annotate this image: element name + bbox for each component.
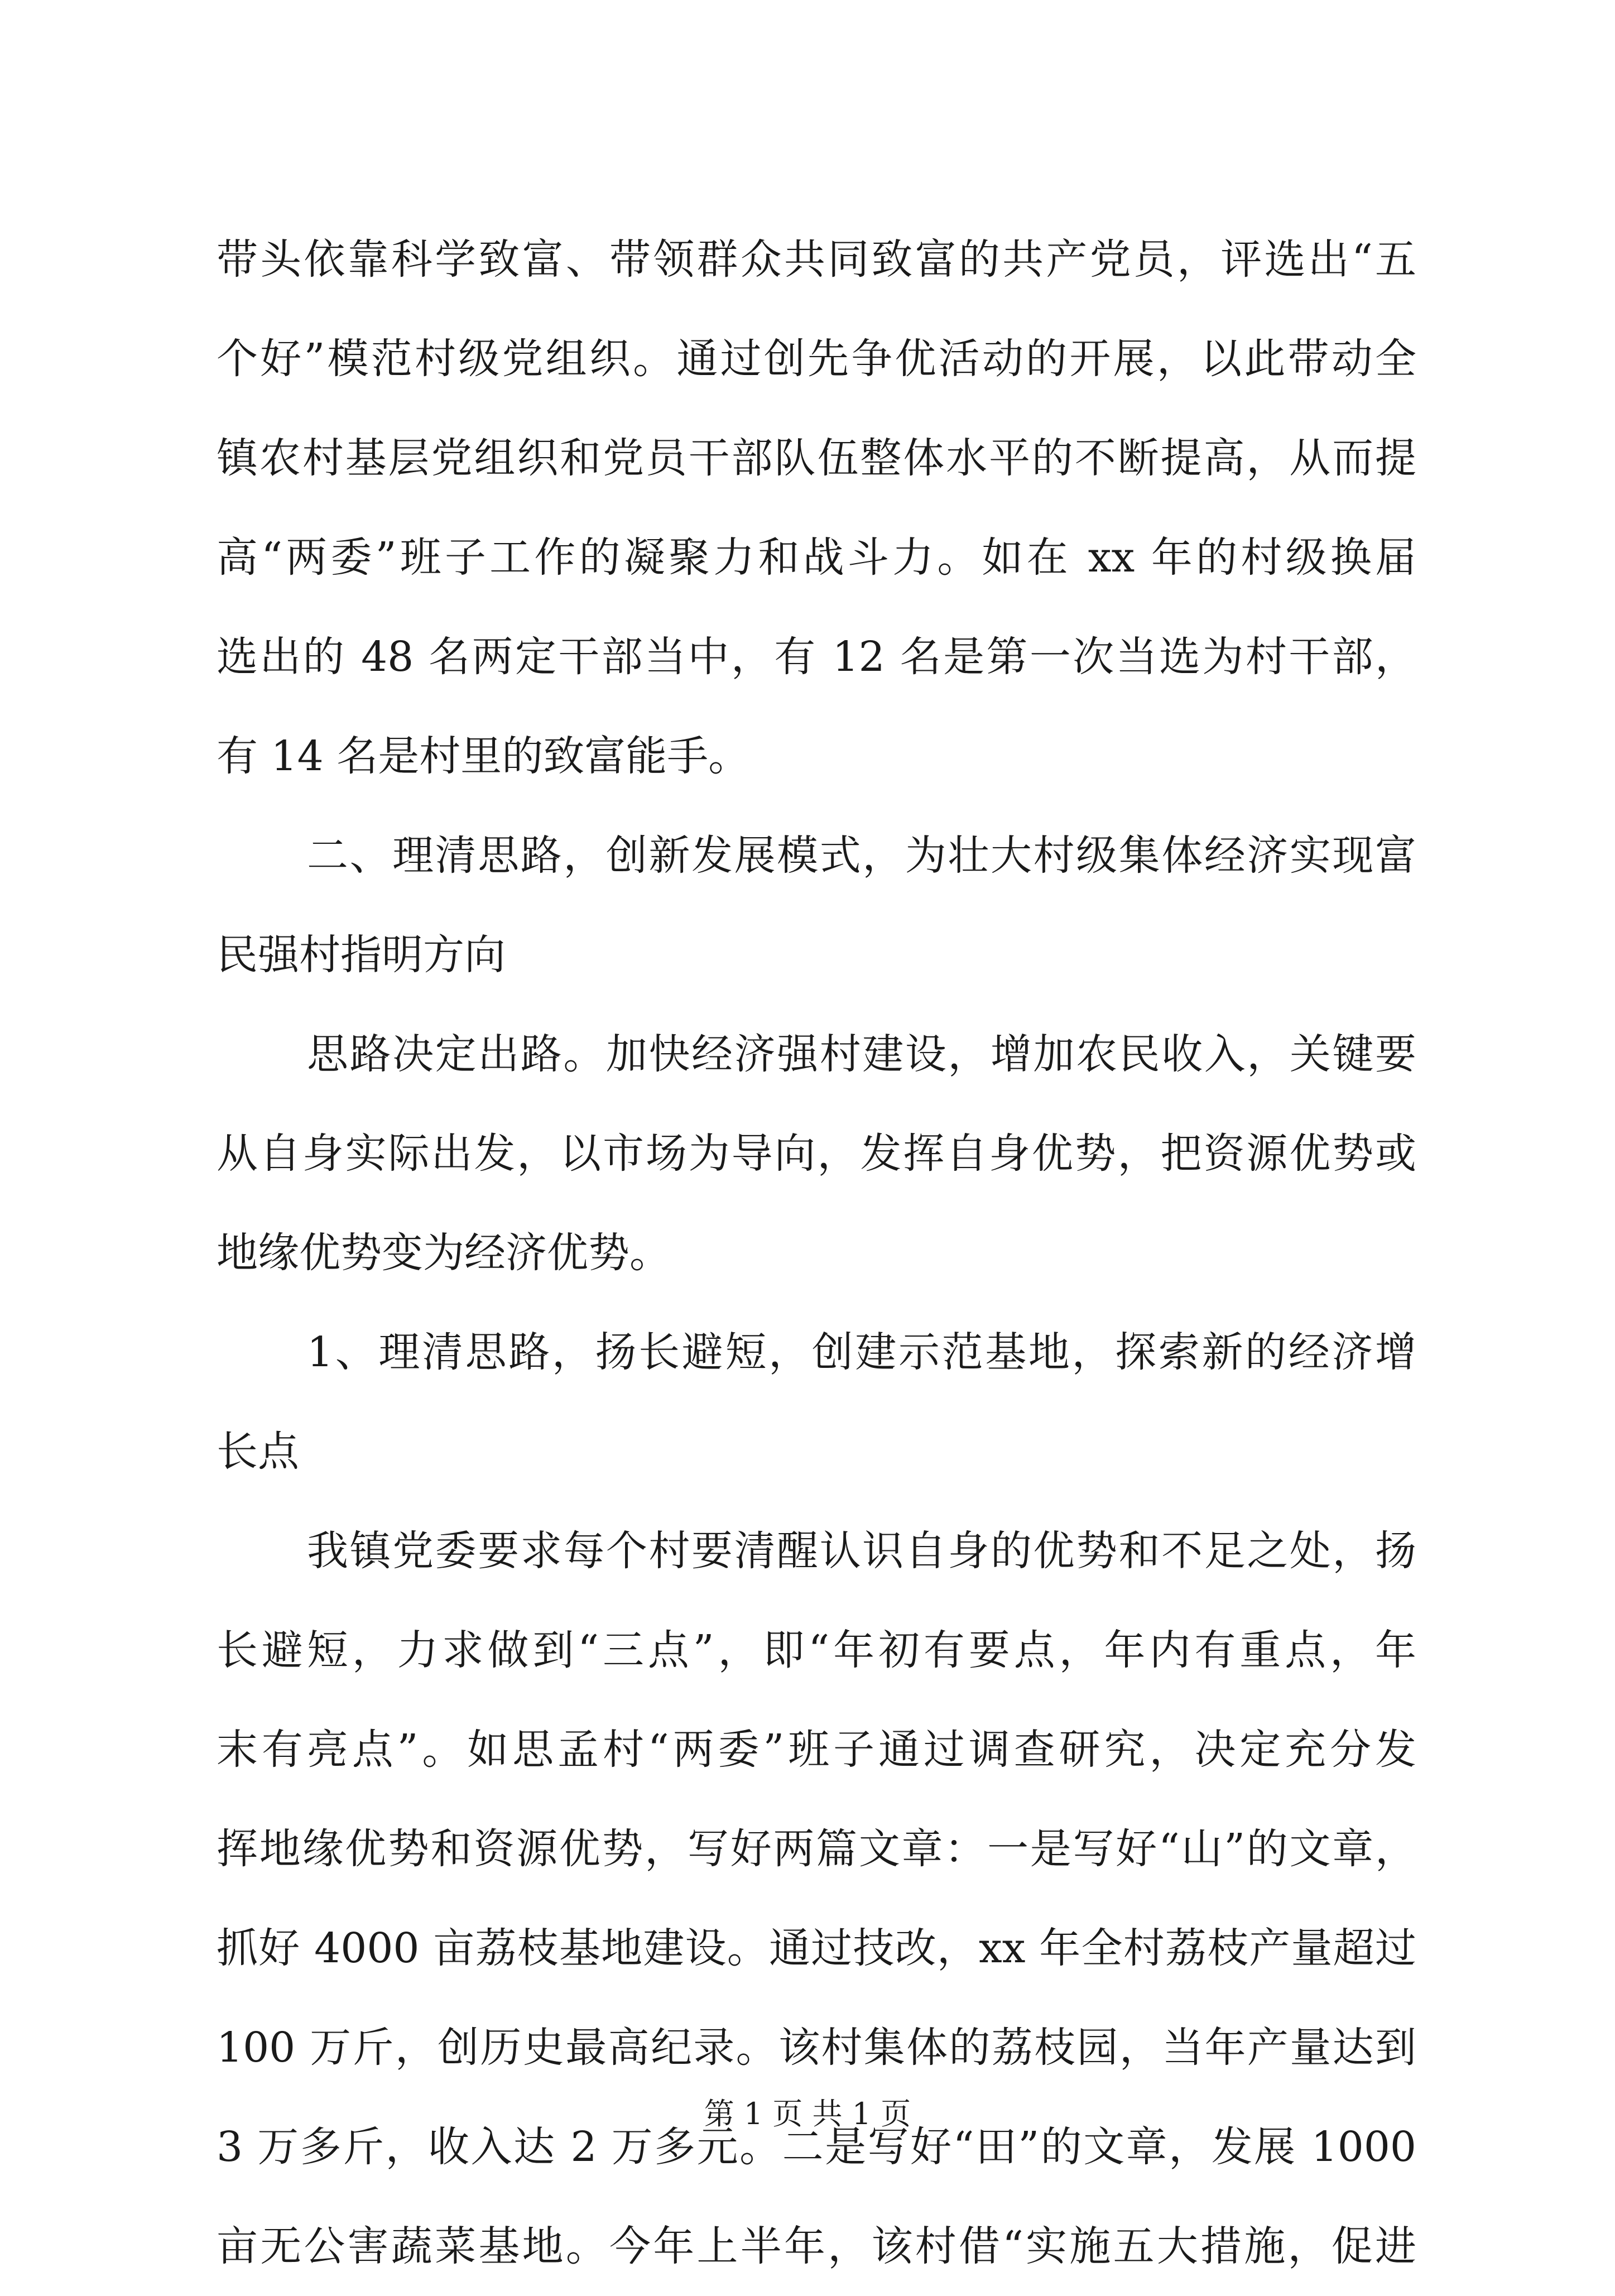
- text-line: 抓好 4000 亩荔枝基地建设。通过技改，xx 年全村荔枝产量超过: [217, 1924, 1416, 1972]
- section-heading: 二、理清思路，创新发展模式，为壮大村级集体经济实现富: [307, 832, 1416, 880]
- text-line: 末有亮点”。如思孟村“两委”班子通过调查研究，决定充分发: [217, 1726, 1416, 1774]
- section-heading-cont: 民强村指明方向: [217, 931, 506, 979]
- text-line: 地缘优势变为经济优势。: [217, 1229, 671, 1277]
- text-line: 选出的 48 名两定干部当中，有 12 名是第一次当选为村干部，: [217, 633, 1416, 681]
- subsection-heading: 1、理清思路，扬长避短，创建示范基地，探索新的经济增: [307, 1328, 1416, 1376]
- text-line: 我镇党委要求每个村要清醒认识自身的优势和不足之处，扬: [307, 1527, 1416, 1575]
- text-line: 带头依靠科学致富、带领群众共同致富的共产党员，评选出“五: [217, 236, 1416, 284]
- page-footer: [0, 2092, 1615, 2136]
- body-text: [217, 210, 1416, 2296]
- page-number: 第 1 页 共 1 页: [704, 2096, 911, 2131]
- text-line: 长避短，力求做到“三点”，即“年初有要点，年内有重点，年: [217, 1626, 1416, 1674]
- text-line: 个好”模范村级党组织。通过创先争优活动的开展，以此带动全: [217, 335, 1416, 383]
- text-line: 从自身实际出发，以市场为导向，发挥自身优势，把资源优势或: [217, 1130, 1416, 1178]
- subsection-heading-cont: 长点: [217, 1428, 299, 1476]
- text-line: 思路决定出路。加快经济强村建设，增加农民收入，关键要: [307, 1030, 1416, 1078]
- text-line: 有 14 名是村里的致富能手。: [217, 732, 750, 780]
- text-line: 100 万斤，创历史最高纪录。该村集体的荔枝园，当年产量达到: [217, 2024, 1416, 2072]
- text-line: 挥地缘优势和资源优势，写好两篇文章：一是写好“山”的文章，: [217, 1825, 1416, 1873]
- text-line: 高“两委”班子工作的凝聚力和战斗力。如在 xx 年的村级换届: [217, 534, 1416, 582]
- text-line: 亩无公害蔬菜基地。今年上半年，该村借“实施五大措施，促进: [217, 2222, 1416, 2270]
- text-line: 镇农村基层党组织和党员干部队伍整体水平的不断提高，从而提: [217, 434, 1416, 482]
- text-line: 3 万多斤，收入达 2 万多元。二是写好“田”的文章，发展 1000: [217, 2123, 1416, 2171]
